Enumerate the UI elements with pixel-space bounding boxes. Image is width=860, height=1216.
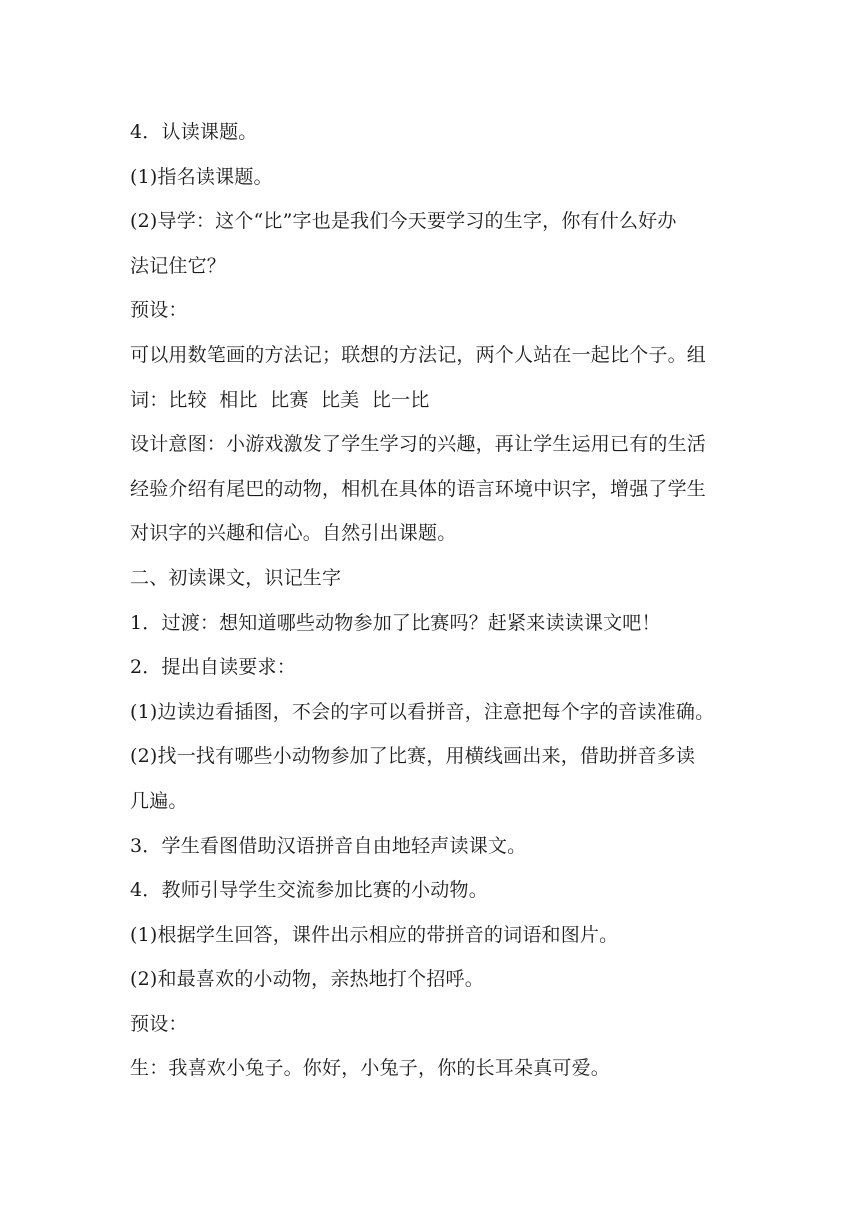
design-intent-line: 设计意图：小游戏激发了学生学习的兴趣，再让学生运用已有的生活	[130, 433, 707, 456]
design-intent-line: 对识字的兴趣和信心。自然引出课题。	[130, 522, 457, 545]
design-intent-line: 经验介绍有尾巴的动物，相机在具体的语言环境中识字，增强了学生	[130, 477, 707, 500]
step-heading: 3．学生看图借助汉语拼音自由地轻声读课文。	[130, 834, 527, 857]
sub-step-continuation: 法记住它？	[130, 254, 227, 277]
sub-step: (2)找一找有哪些小动物参加了比赛，用横线画出来，借助拼音多读	[130, 745, 696, 768]
step-heading: 1．过渡：想知道哪些动物参加了比赛吗？赶紧来读读课文吧！	[130, 611, 661, 634]
paragraph-line: 可以用数笔画的方法记；联想的方法记，两个人站在一起比个子。组	[130, 343, 707, 366]
document-body	[130, 110, 740, 1091]
sub-step: (2)和最喜欢的小动物，亲热地打个招呼。	[130, 968, 484, 991]
sub-step: (1)指名读课题。	[130, 165, 273, 188]
step-heading: 4．认读课题。	[130, 121, 258, 143]
preset-label: 预设：	[130, 299, 188, 322]
step-heading: 2．提出自读要求：	[130, 656, 296, 679]
preset-label: 预设：	[130, 1012, 188, 1035]
sub-step: (1)根据学生回答，课件出示相应的带拼音的词语和图片。	[130, 923, 619, 946]
sub-step-continuation: 几遍。	[130, 789, 188, 812]
sub-step: (1)边读边看插图，不会的字可以看拼音，注意把每个字的音读准确。	[130, 700, 715, 723]
word-list-line: 词：比较 相比 比赛 比美 比一比	[130, 388, 430, 411]
student-answer: 生：我喜欢小兔子。你好，小兔子，你的长耳朵真可爱。	[130, 1057, 611, 1080]
section-heading: 二、初读课文，识记生字	[130, 566, 342, 589]
sub-step: (2)导学：这个“比”字也是我们今天要学习的生字，你有什么好办	[130, 210, 677, 233]
step-heading: 4．教师引导学生交流参加比赛的小动物。	[130, 879, 488, 902]
